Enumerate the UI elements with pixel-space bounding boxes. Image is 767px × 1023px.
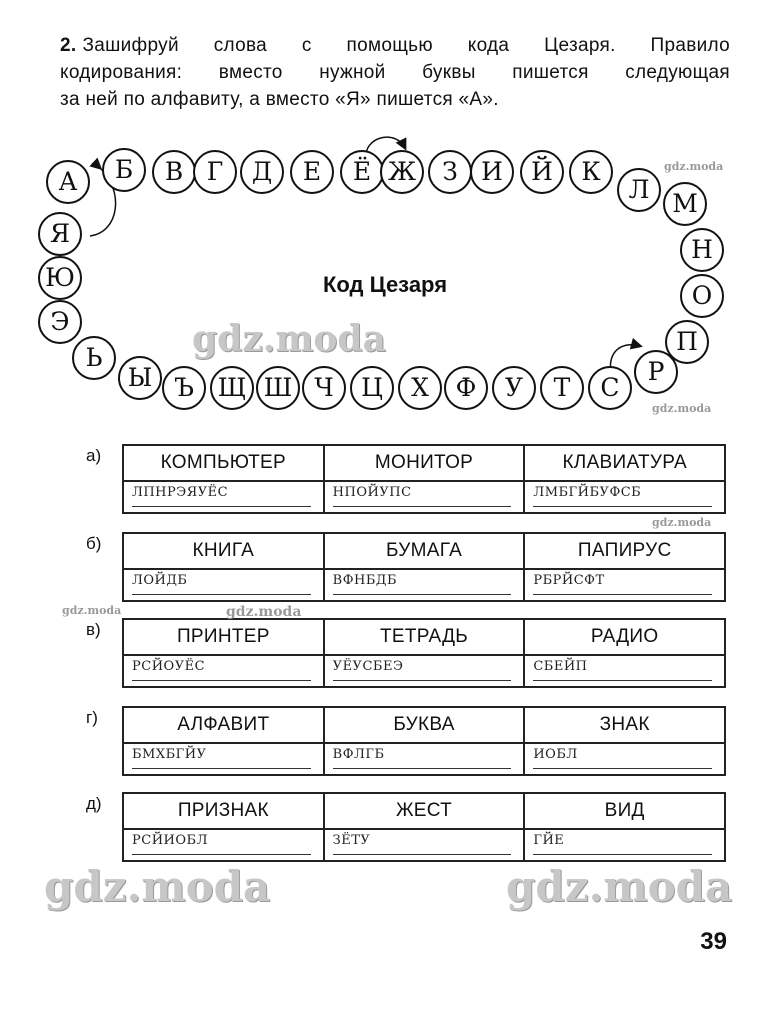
watermark: gdz.moda	[62, 604, 122, 617]
letter-circle: Ы	[118, 356, 162, 400]
caesar-ring	[0, 0, 767, 440]
watermark: gdz.moda	[652, 516, 712, 529]
source-word: БУМАГА	[325, 534, 524, 570]
letter-circle: У	[492, 366, 536, 410]
source-word: РАДИО	[525, 620, 724, 656]
encoded-answer[interactable]: БМХБГЙУ	[132, 746, 311, 769]
row-label: в)	[86, 620, 101, 639]
letter-circle: Я	[38, 212, 82, 256]
letter-circle: Ж	[380, 150, 424, 194]
table-cell	[124, 620, 325, 686]
letter-circle: Б	[102, 148, 146, 192]
task-line-2: кодирования: вместо нужной буквы пишется следующая	[60, 62, 730, 83]
watermark: gdz.moda	[44, 862, 271, 911]
row-label: б)	[86, 534, 102, 553]
page-number: 39	[700, 928, 727, 955]
table-cell	[525, 708, 724, 774]
encoded-answer[interactable]: УЁУСБЕЭ	[333, 658, 512, 681]
word-table	[122, 532, 726, 602]
encoded-answer[interactable]: РСЙОУЁС	[132, 658, 311, 681]
row-label: а)	[86, 446, 102, 465]
letter-circle: Л	[617, 168, 661, 212]
encoded-answer[interactable]: СБЕЙП	[533, 658, 712, 681]
letter-circle: Х	[398, 366, 442, 410]
source-word: КЛАВИАТУРА	[525, 446, 724, 482]
watermark: gdz.moda	[664, 160, 724, 173]
letter-circle: Е	[290, 150, 334, 194]
letter-circle: Й	[520, 150, 564, 194]
watermark: gdz.moda	[192, 318, 386, 360]
task-line-1: 2. Зашифруй слова с помощью кода Цезаря. Правило	[60, 35, 730, 56]
ring-title: Код Цезаря	[322, 272, 448, 297]
letter-circle: Р	[634, 350, 678, 394]
letter-circle: Ф	[444, 366, 488, 410]
watermark: gdz.moda	[506, 862, 733, 911]
source-word: КОМПЬЮТЕР	[124, 446, 323, 482]
letter-circle: Т	[540, 366, 584, 410]
source-word: ЖЕСТ	[325, 794, 524, 830]
letter-circle: Ц	[350, 366, 394, 410]
letter-circle: Щ	[210, 366, 254, 410]
letter-circle: С	[588, 366, 632, 410]
encoded-answer[interactable]: ГЙЕ	[533, 832, 712, 855]
word-table	[122, 444, 726, 514]
table-cell	[124, 794, 325, 860]
source-word: АЛФАВИТ	[124, 708, 323, 744]
letter-circle: О	[680, 274, 724, 318]
task-line-3: за ней по алфавиту, а вместо «Я» пишется «А».	[60, 89, 499, 110]
letter-circle: Ш	[256, 366, 300, 410]
letter-circle: М	[663, 182, 707, 226]
source-word: ПАПИРУС	[525, 534, 724, 570]
source-word: КНИГА	[124, 534, 323, 570]
table-cell	[525, 794, 724, 860]
table-cell	[325, 446, 526, 512]
encoded-answer[interactable]: ЗЁТУ	[333, 832, 512, 855]
encoded-answer[interactable]: РСЙИОБЛ	[132, 832, 311, 855]
source-word: БУКВА	[325, 708, 524, 744]
row-label: г)	[86, 708, 98, 727]
word-table	[122, 792, 726, 862]
table-cell	[124, 708, 325, 774]
letter-circle: Ю	[38, 256, 82, 300]
encoded-answer[interactable]: ЛОЙДБ	[132, 572, 311, 595]
table-cell	[525, 620, 724, 686]
table-cell	[124, 446, 325, 512]
letter-circle: И	[470, 150, 514, 194]
source-word: ПРИЗНАК	[124, 794, 323, 830]
watermark: gdz.moda	[226, 604, 302, 620]
table-cell	[525, 534, 724, 600]
table-cell	[325, 794, 526, 860]
word-table	[122, 618, 726, 688]
table-cell	[325, 534, 526, 600]
source-word: МОНИТОР	[325, 446, 524, 482]
watermark: gdz.moda	[652, 402, 712, 415]
encoded-answer[interactable]: ЛПНРЭЯУЁС	[132, 484, 311, 507]
row-label: д)	[86, 794, 102, 813]
letter-circle: Д	[240, 150, 284, 194]
letter-circle: Г	[193, 150, 237, 194]
source-word: ЗНАК	[525, 708, 724, 744]
source-word: ВИД	[525, 794, 724, 830]
encoded-answer[interactable]: РБРЙСФТ	[533, 572, 712, 595]
table-cell	[325, 620, 526, 686]
letter-circle: Ь	[72, 336, 116, 380]
letter-circle: З	[428, 150, 472, 194]
task-number: 2.	[60, 35, 77, 56]
source-word: ПРИНТЕР	[124, 620, 323, 656]
table-cell	[525, 446, 724, 512]
table-cell	[124, 534, 325, 600]
letter-circle: П	[665, 320, 709, 364]
encoded-answer[interactable]: ИОБЛ	[533, 746, 712, 769]
letter-circle: А	[46, 160, 90, 204]
letter-circle: В	[152, 150, 196, 194]
encoded-answer[interactable]: ВФЛГБ	[333, 746, 512, 769]
encoded-answer[interactable]: НПОЙУПС	[333, 484, 512, 507]
encoded-answer[interactable]: ЛМБГЙБУФСБ	[533, 484, 712, 507]
table-cell	[325, 708, 526, 774]
letter-circle: Ъ	[162, 366, 206, 410]
letter-circle: Ч	[302, 366, 346, 410]
letter-circle: Н	[680, 228, 724, 272]
letter-circle: К	[569, 150, 613, 194]
letter-circle: Э	[38, 300, 82, 344]
word-table	[122, 706, 726, 776]
encoded-answer[interactable]: ВФНБДБ	[333, 572, 512, 595]
source-word: ТЕТРАДЬ	[325, 620, 524, 656]
letter-circle: Ё	[340, 150, 384, 194]
